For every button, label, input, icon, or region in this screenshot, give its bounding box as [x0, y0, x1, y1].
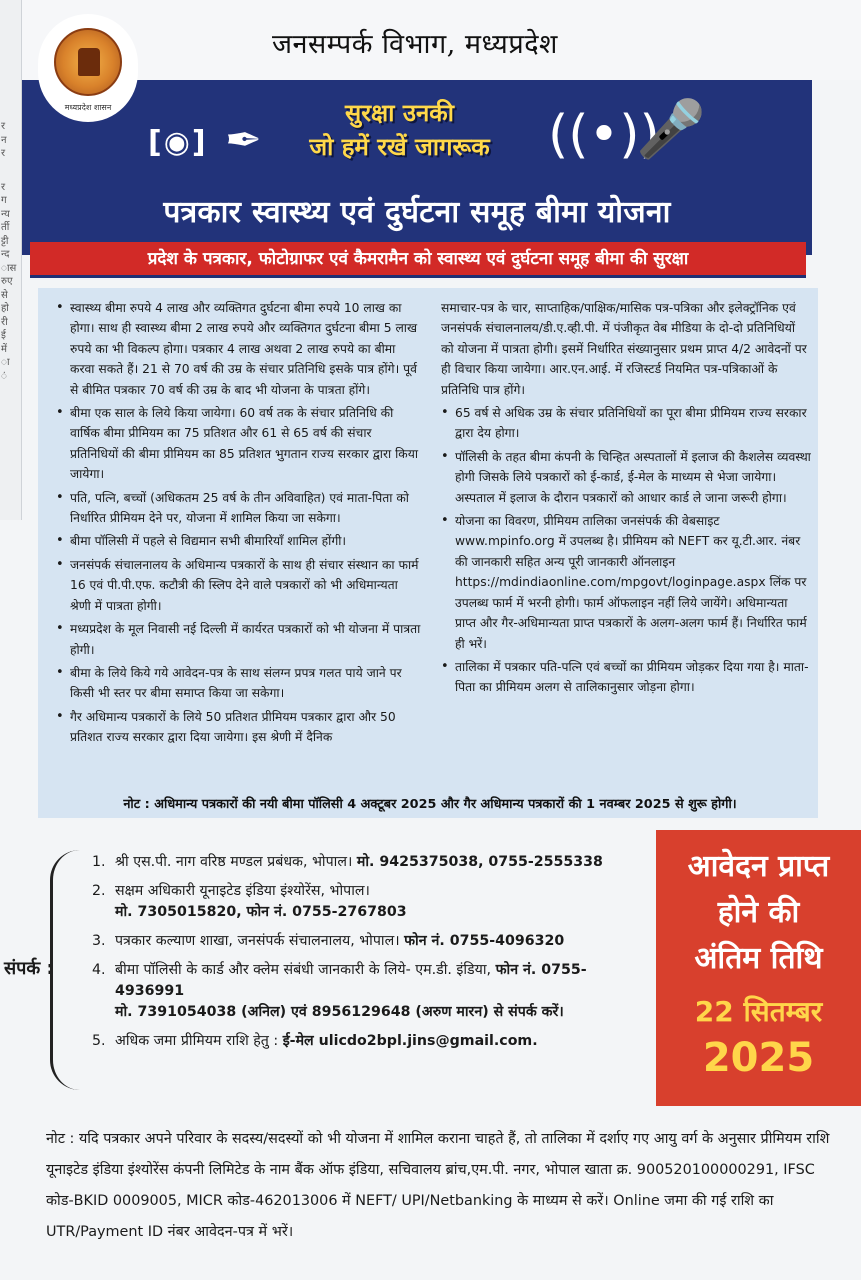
margin-text: में — [1, 343, 7, 355]
contact-phone: फोन नं. 0755-4936991 — [115, 962, 587, 999]
margin-text: न्य — [1, 208, 10, 220]
adjacent-column-fragment — [0, 0, 22, 520]
margin-text: ास — [1, 262, 17, 274]
margin-text: हो — [1, 303, 9, 314]
contact-phone: मो. 7305015820, फोन नं. 0755-2767803 — [115, 904, 407, 920]
contact-text: पत्रकार कल्याण शाखा, जनसंपर्क संचालनालय, भोपाल। — [115, 933, 400, 949]
microphone-icon: 🎤 — [636, 97, 706, 162]
list-item: • बीमा पॉलिसी में पहले से विद्यमान सभी बीमारियाँ शामिल होंगी। — [56, 531, 421, 551]
deadline-line-1: आवेदन प्राप्त — [687, 849, 830, 884]
margin-text: री — [1, 316, 8, 328]
contact-item — [92, 931, 652, 952]
deadline-year: 2025 — [702, 1035, 815, 1081]
contact-text: अधिक जमा प्रीमियम राशि हेतु : — [115, 1033, 279, 1049]
slogan-line-2: जो हमें रखें जागरूक — [309, 133, 490, 161]
contact-phone: मो. 9425375038, 0755-2555338 — [356, 854, 603, 870]
pen-nib-icon: ✒ — [225, 115, 262, 166]
deadline-date: 22 सितम्बर — [694, 995, 823, 1028]
list-item: • बीमा एक साल के लिये किया जायेगा। 60 वर्ष तक के संचार प्रतिनिधि की वार्षिक बीमा प्रीमियम का 75 प्रतिशत और 61 से 65 वर्ष की संचार प्रतिनिधियों की बीमा प्रीमियम का 85 प्रतिशत भुगतान राज्य सरकार द्वारा किया जायेगा। — [56, 403, 421, 485]
list-item: • बीमा के लिये किये गये आवेदन-पत्र के साथ संलग्न प्रपत्र गलत पाये जाने पर किसी भी स्तर पर बीमा समाप्त किया जा सकेगा। — [56, 663, 421, 704]
margin-text: रुए — [1, 276, 13, 287]
margin-text: न — [1, 134, 7, 146]
margin-text: र — [1, 181, 6, 193]
slogan-line-1: सुरक्षा उनकी — [345, 99, 454, 127]
slogan — [272, 96, 527, 178]
scheme-title: पत्रकार स्वास्थ्य एवं दुर्घटना समूह बीमा योजना — [163, 195, 671, 230]
list-item: • तालिका में पत्रकार पति-पत्नि एवं बच्चों का प्रीमियम जोड़कर दिया गया है। माता-पिता का प्रीमियम अलग से तालिकानुसार जोड़ना होगा। — [441, 657, 811, 698]
contact-list — [92, 852, 652, 1060]
brace-divider — [50, 850, 82, 1090]
contact-number: 5. — [92, 1033, 106, 1049]
margin-text: ट्टी — [1, 235, 9, 247]
contact-number: 4. — [92, 962, 106, 978]
list-item: • मध्यप्रदेश के मूल निवासी नई दिल्ली में कार्यरत पत्रकारों को भी योजना में पात्रता होगी। — [56, 619, 421, 660]
contact-text: बीमा पॉलिसी के कार्ड और क्लेम संबंधी जानकारी के लिये- एम.डी. इंडिया, — [115, 962, 492, 978]
contact-item — [92, 1031, 652, 1052]
details-column-right — [441, 298, 811, 701]
margin-text: ग — [1, 195, 7, 206]
margin-text: न्द — [1, 249, 10, 260]
margin-text: से — [1, 289, 8, 301]
list-item: • 65 वर्ष से अधिक उम्र के संचार प्रतिनिधियों का पूरा बीमा प्रीमियम राज्य सरकार द्वारा देय होगा। — [441, 403, 811, 444]
contact-label: संपर्क : — [4, 958, 54, 979]
contact-number: 3. — [92, 933, 106, 949]
contact-mobiles: मो. 7391054038 (अनिल) एवं 8956129648 (अरुण मारन) से संपर्क करें। — [115, 1004, 564, 1020]
government-seal — [38, 14, 138, 122]
margin-text: र्ती — [1, 222, 10, 233]
list-item: • गैर अधिमान्य पत्रकारों के लिये 50 प्रतिशत प्रीमियम पत्रकार द्वारा और 50 प्रतिशत राज्य सरकार द्वारा दिया जायेगा। इस श्रेणी में दैनिक — [56, 707, 421, 748]
payment-note: नोट : यदि पत्रकार अपने परिवार के सदस्य/सदस्यों को भी योजना में शामिल कराना चाहते हैं, तो तालिका में दर्शाए गए आयु वर्ग के अनुसार प्रीमियम राशि यूनाइटेड इंडिया इंश्योरेंस कंपनी लिमिटेड के नाम बैंक ऑफ इंडिया, सचिवालय ब्रांच,एम.पी. नगर, भोपाल खाता क्र. 900520100000291, IFSC कोड-BKID 0009005, MICR कोड-462013006 में NEFT/ UPI/Netbanking के माध्यम से करें। Online जमा की गई राशि का UTR/Payment ID नंबर आवेदन-पत्र में भरें। — [46, 1131, 830, 1240]
policy-start-note: नोट : अधिमान्य पत्रकारों की नयी बीमा पॉलिसी 4 अक्टूबर 2025 और गैर अधिमान्य पत्रकारों की 1 नवम्बर 2025 से शुरू होगी। — [123, 797, 737, 812]
deadline-line-3: अंतिम तिथि — [694, 941, 823, 976]
contact-email: ई-मेल ulicdo2bpl.jins@gmail.com. — [282, 1033, 538, 1049]
margin-text: ा — [1, 357, 10, 368]
deadline-box — [656, 830, 861, 1106]
deadline-line-2: होने की — [717, 895, 800, 930]
contact-number: 2. — [92, 883, 106, 899]
mp-emblem-icon — [54, 28, 122, 96]
margin-text: र — [1, 121, 6, 132]
list-item: • पॉलिसी के तहत बीमा कंपनी के चिन्हित अस्पतालों में इलाज की कैशलेस व्यवस्था होगी जिसके लिये पत्रकारों को ई-कार्ड, ई-मेल के माध्यम से भेजा जायेगा। अस्पताल में इलाज के दौरान पत्रकारों को आधार कार्ड ले जाना जरूरी होगा। — [441, 447, 811, 508]
list-item: • योजना का विवरण, प्रीमियम तालिका जनसंपर्क की वेबसाइट www.mpinfo.org में उपलब्ध है। प्रीमियम को NEFT कर यू.टी.आर. नंबर की जानकारी सहित अन्य पूरी जानकारी ऑनलाइन https://mdindiaonline.com/mpgovt/loginpage.aspx लिंक पर उपलब्ध फार्म में भरनी होगी। फार्म ऑफलाइन नहीं लिये जायेंगे। अधिमान्यता प्राप्त और गैर-अधिमान्यता प्राप्त पत्रकारों के अलग-अलग फार्म हैं। निर्धारित फार्म ही भरें। — [441, 511, 811, 654]
broadcast-signal-icon: ((•)) — [548, 105, 660, 165]
contact-item — [92, 852, 652, 873]
contact-item — [92, 881, 652, 923]
list-item: • पति, पत्नि, बच्चों (अधिकतम 25 वर्ष के तीन अविवाहित) एवं माता-पिता को निर्धारित प्रीमियम देने पर, योजना में शामिल किया जा सकेगा। — [56, 488, 421, 529]
camera-lens-icon: [◉] — [148, 125, 208, 160]
contact-text: सक्षम अधिकारी यूनाइटेड इंडिया इंश्योरेंस, भोपाल। — [115, 883, 370, 899]
margin-text: र — [1, 148, 6, 159]
margin-text: ई — [1, 330, 6, 341]
subtitle-bar — [30, 242, 806, 278]
seal-caption: मध्यप्रदेश शासन — [64, 103, 112, 112]
header-band — [22, 0, 861, 80]
list-item: • स्वास्थ्य बीमा रुपये 4 लाख और व्यक्तिगत दुर्घटना बीमा रुपये 10 लाख का होगा। साथ ही स्वास्थ्य बीमा 2 लाख रुपये और व्यक्तिगत दुर्घटना बीमा 5 लाख रुपये का भी विकल्प होगा। पत्रकार 4 लाख अथवा 2 लाख रुपये का बीमा करवा सकते हैं। 21 से 70 वर्ष की उम्र के संचार प्रतिनिधि इसके पात्र होंगे। पूर्व से बीमित पत्रकार 70 वर्ष की उम्र के बाद भी योजना के पात्रता होंगे। — [56, 298, 421, 400]
subtitle-text: प्रदेश के पत्रकार, फोटोग्राफर एवं कैमरामैन को स्वास्थ्य एवं दुर्घटना समूह बीमा की सुरक्षा — [147, 249, 689, 269]
list-item: • जनसंपर्क संचालनालय के अधिमान्य पत्रकारों के साथ ही संचार संस्थान का फार्म 16 एवं पी.पी.एफ. कटौत्री की स्लिप देने वाले पत्रकारों को भी अधिमान्यता श्रेणी में पात्रता होगी। — [56, 555, 421, 616]
department-title: जनसम्पर्क विभाग, मध्यप्रदेश — [272, 29, 558, 60]
contact-text: श्री एस.पी. नाग वरिष्ठ मण्डल प्रबंधक, भोपाल। — [115, 854, 353, 870]
contact-number: 1. — [92, 854, 106, 870]
contact-item — [92, 960, 652, 1023]
list-item: समाचार-पत्र के चार, साप्ताहिक/पाक्षिक/मासिक पत्र-पत्रिका और इलेक्ट्रॉनिक एवं जनसंपर्क संचालनालय/डी.ए.व्ही.पी. में पंजीकृत वेब मीडिया के दो-दो प्रतिनिधियों को योजना में पात्रता होगी। इसमें निर्धारित संख्यानुसार प्रथम प्राप्त 4/2 आवेदनों पर ही विचार किया जायेगा। आर.एन.आई. में रजिस्टर्ड नियमित पत्र-पत्रिकाओं के प्रतिनिधि पात्र होंगे। — [441, 301, 807, 397]
details-column-left — [56, 298, 421, 751]
scheme-details — [38, 288, 818, 818]
margin-text: ं — [1, 370, 7, 382]
contact-phone: फोन नं. 0755-4096320 — [404, 933, 565, 949]
